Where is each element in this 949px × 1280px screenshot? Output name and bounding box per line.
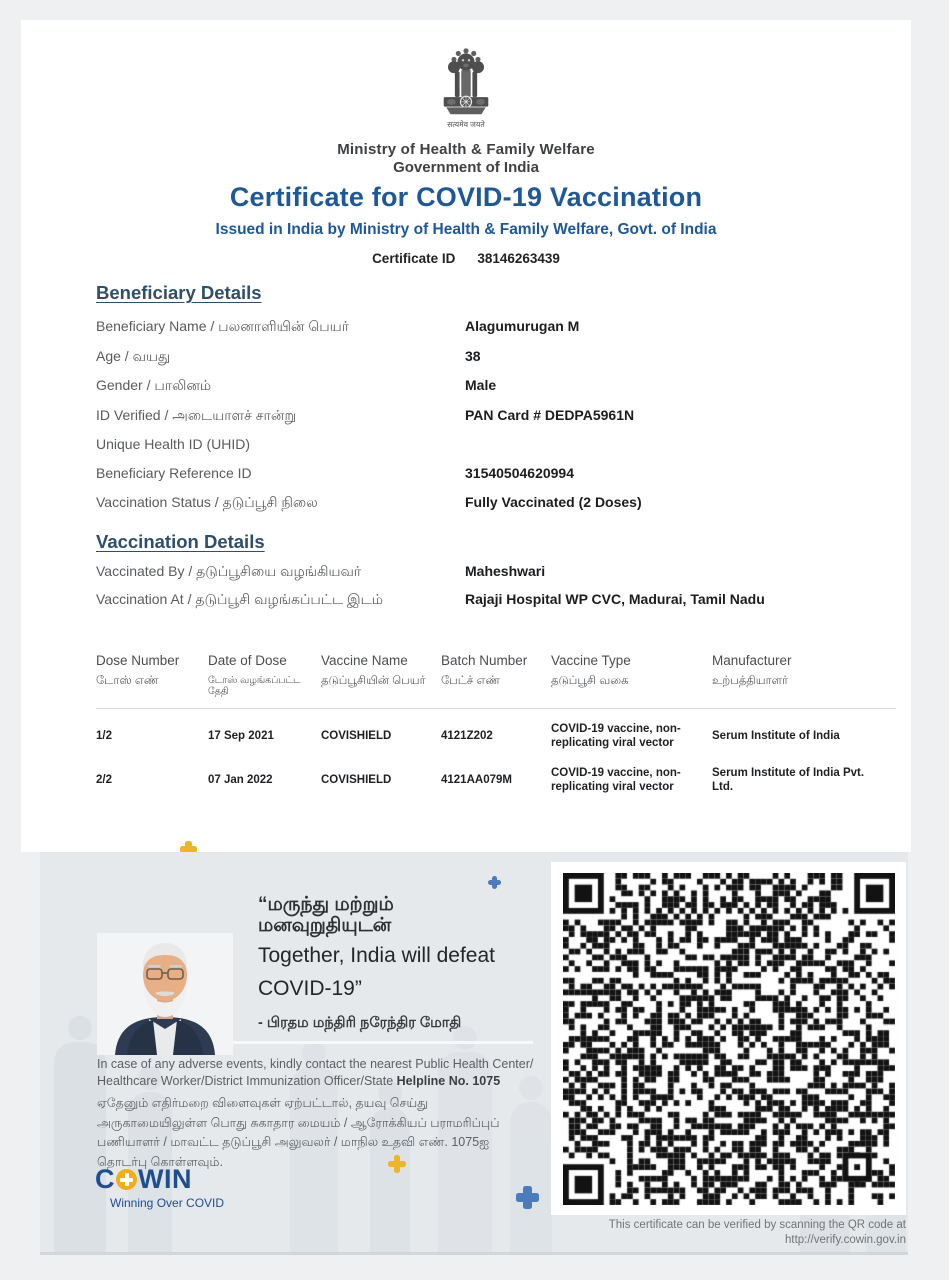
id-verified-label: ID Verified / அடையாளச் சான்று: [96, 407, 297, 423]
verify-line1: This certificate can be verified by scanning the QR code at: [608, 1219, 906, 1231]
quote-attribution: - பிரதம மந்திரி நரேந்திர மோதி: [258, 1015, 462, 1031]
beneficiary-row: [96, 377, 906, 401]
footer-banner: [40, 852, 908, 1255]
adverse-en-line1: In case of any adverse events, kindly contact the nearest Public Health Center/: [97, 1057, 534, 1071]
beneficiary-row: [96, 494, 906, 518]
dose-table-header-ta: [96, 675, 906, 697]
quote-english-line2: COVID-19”: [258, 977, 362, 1000]
helpline-number: Helpline No. 1075: [396, 1074, 501, 1088]
dose-table-header-en: [96, 653, 906, 668]
lion-capital-graphic: [431, 44, 501, 140]
dose2-date: 07 Jan 2022: [208, 774, 273, 786]
col-date-of-dose-ta: டோஸ் வழங்கப்பட்ட தேதி: [208, 675, 301, 697]
pm-portrait-photo: [97, 933, 233, 1055]
beneficiary-details-heading: Beneficiary Details: [96, 282, 262, 303]
dose1-batch: 4121Z202: [441, 730, 493, 742]
certificate-id-row: [21, 251, 911, 266]
uhid-label: Unique Health ID (UHID): [96, 436, 251, 452]
id-verified-value: PAN Card # DEDPA5961N: [465, 407, 635, 423]
beneficiary-name-value: Alagumurugan M: [465, 318, 580, 334]
col-dose-number: Dose Number: [96, 653, 180, 668]
col-date-of-dose: Date of Dose: [208, 653, 287, 668]
col-batch-number: Batch Number: [441, 653, 528, 668]
table-divider: [96, 708, 896, 709]
emblem-motto: सत्यमेव जयते: [447, 120, 485, 130]
vaccination-row: [96, 591, 906, 615]
pm-quote: [258, 894, 558, 1033]
certificate-title: Certificate for COVID-19 Vaccination: [229, 182, 703, 212]
national-emblem-icon: [431, 44, 501, 140]
verify-instruction: [546, 1218, 906, 1248]
vaccination-at-label: Vaccination At / தடுப்பூசி வழங்கப்பட்ட இடம்: [96, 591, 383, 607]
cowin-tagline: Winning Over COVID: [110, 1196, 225, 1210]
quote-english-line1: Together, India will defeat: [258, 944, 495, 967]
adverse-events-notice-ta: ஏதேனும் எதிர்மறை விளைவுகள் ஏற்பட்டால், தயவு செய்து அருகாமையிலுள்ள பொது சுகாதார மையம் / ஆரோக்கியப் பராமரிப்புப் பணியாளர் / மாவட்ட தடுப்பூசி அலுவலர் / மாநில உதவி எண். 1075ஐ தொடர்பு கொள்ளவும்.: [97, 1096, 500, 1169]
dose2-manufacturer: Serum Institute of India Pvt. Ltd.: [712, 767, 865, 793]
dose2-number: 2/2: [96, 774, 112, 786]
age-value: 38: [465, 348, 481, 364]
beneficiary-row: [96, 318, 906, 342]
dose2-vaccine: COVISHIELD: [321, 774, 392, 786]
certificate-id-label: Certificate ID: [372, 251, 456, 266]
beneficiary-name-label: Beneficiary Name / பலனாளியின் பெயர்: [96, 318, 350, 334]
dose2-batch: 4121AA079M: [441, 774, 512, 786]
plus-decoration-icon: [388, 1155, 406, 1173]
ministry-line-1: Ministry of Health & Family Welfare: [337, 141, 595, 158]
col-manufacturer-ta: உற்பத்தியாளர்: [712, 675, 788, 687]
beneficiary-row: [96, 436, 906, 460]
vaccination-row: [96, 563, 906, 587]
vaccination-details-heading: Vaccination Details: [96, 531, 265, 552]
col-vaccine-name-ta: தடுப்பூசியின் பெயர்: [321, 675, 426, 687]
dose1-type: COVID-19 vaccine, non-replicating viral vector: [551, 723, 681, 749]
col-batch-number-ta: பேட்ச் எண்: [441, 675, 501, 687]
adverse-en-line2: Healthcare Worker/District Immunization Officer/State: [97, 1074, 397, 1088]
certificate-id-value: 38146263439: [477, 251, 560, 266]
vaccination-status-label: Vaccination Status / தடுப்பூசி நிலை: [96, 494, 318, 510]
cowin-letter-c: C: [95, 1164, 115, 1194]
dose1-manufacturer: Serum Institute of India: [712, 730, 840, 742]
quote-tamil-line2: மனவுறுதியுடன்: [258, 915, 392, 936]
cowin-logo: [95, 1164, 192, 1195]
dose2-type: COVID-19 vaccine, non-replicating viral vector: [551, 767, 681, 793]
plus-decoration-icon: [488, 876, 501, 889]
beneficiary-row: [96, 407, 906, 431]
beneficiary-row: [96, 348, 906, 372]
certificate-subtitle: Issued in India by Ministry of Health & Family Welfare, Govt. of India: [215, 221, 717, 238]
age-label: Age / வயது: [96, 348, 171, 364]
dose-row-2: [96, 758, 906, 802]
reference-id-value: 31540504620994: [465, 465, 575, 481]
dose-row-1: [96, 715, 906, 757]
plus-decoration-icon: [516, 1186, 539, 1209]
qr-code-icon: [563, 873, 895, 1205]
certificate-card: [21, 20, 911, 852]
cowin-letters-win: WIN: [138, 1164, 192, 1194]
verify-url-link[interactable]: http://verify.cowin.gov.in: [784, 1234, 906, 1246]
reference-id-label: Beneficiary Reference ID: [96, 465, 252, 481]
vaccination-at-value: Rajaji Hospital WP CVC, Madurai, Tamil Nadu: [465, 591, 765, 607]
col-dose-number-ta: டோஸ் எண்: [96, 675, 159, 687]
col-vaccine-type: Vaccine Type: [551, 653, 631, 668]
col-manufacturer: Manufacturer: [712, 653, 792, 668]
col-vaccine-name: Vaccine Name: [321, 653, 408, 668]
beneficiary-row: [96, 465, 906, 489]
vaccinated-by-value: Maheshwari: [465, 563, 546, 579]
dose1-number: 1/2: [96, 730, 112, 742]
vaccination-status-value: Fully Vaccinated (2 Doses): [465, 494, 642, 510]
dose1-date: 17 Sep 2021: [208, 730, 274, 742]
quote-tamil-line1: “மருந்து மற்றும்: [258, 894, 394, 915]
gender-value: Male: [465, 377, 497, 393]
ministry-line-2: Government of India: [393, 159, 539, 176]
cowin-plus-icon: [116, 1169, 137, 1190]
vaccinated-by-label: Vaccinated By / தடுப்பூசியை வழங்கியவர்: [96, 563, 362, 579]
col-vaccine-type-ta: தடுப்பூசி வகை: [551, 675, 629, 687]
adverse-events-notice-en: [97, 1056, 537, 1090]
gender-label: Gender / பாலினம்: [96, 377, 212, 393]
qr-code-container: [551, 862, 906, 1215]
dose1-vaccine: COVISHIELD: [321, 730, 392, 742]
